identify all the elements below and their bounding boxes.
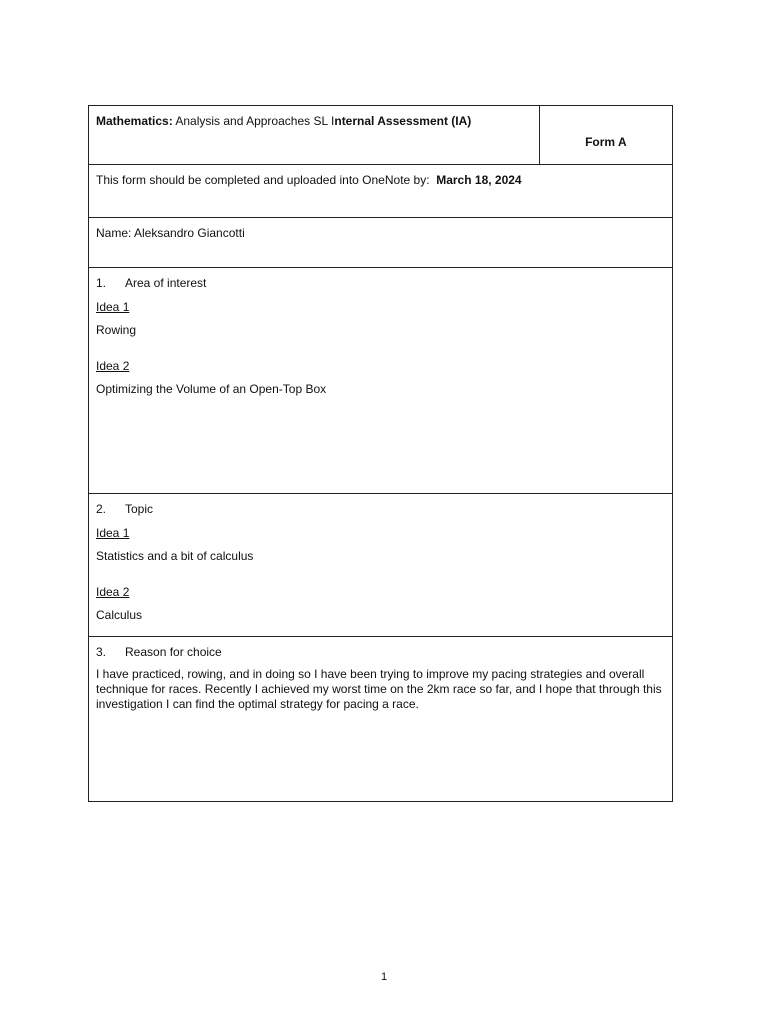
form-title	[96, 114, 471, 128]
section-number: 3.	[96, 645, 107, 659]
topic-section	[89, 494, 673, 637]
form-id-cell	[539, 106, 672, 165]
idea-value: Calculus	[96, 608, 143, 623]
deadline-cell	[89, 165, 673, 218]
deadline-date: March 18, 2024	[436, 173, 522, 187]
form-label: Form A	[585, 135, 627, 149]
form-title-cell	[89, 106, 540, 165]
subject-label: Mathematics:	[96, 114, 173, 128]
reason-paragraph: I have practiced, rowing, and in doing so I have been trying to improve my pacing strategies and overall technique for races. Recently I achieved my worst time on the 2km race so far, and I hope that through this investigation I can find the optimal strategy for pacing a race.	[96, 666, 662, 711]
idea-label: Idea 1	[96, 299, 130, 314]
area-of-interest-section	[89, 268, 673, 494]
assessment-label: nternal Assessment (IA)	[334, 114, 472, 128]
section-heading	[96, 502, 665, 518]
ia-form-table	[88, 105, 673, 802]
section-heading	[96, 645, 665, 661]
section-heading	[96, 276, 665, 292]
name-cell	[89, 218, 673, 268]
section-title: Topic	[125, 502, 154, 516]
reason-for-choice-section	[89, 637, 673, 802]
idea-value: Optimizing the Volume of an Open-Top Box	[96, 382, 327, 397]
section-title: Area of interest	[125, 276, 207, 290]
section-title: Reason for choice	[125, 645, 222, 659]
page-number: 1	[380, 971, 388, 983]
idea-label: Idea 2	[96, 358, 130, 373]
course-name: Analysis and Approaches SL I	[172, 114, 335, 128]
student-name: Name: Aleksandro Giancotti	[96, 226, 245, 240]
idea-value: Rowing	[96, 323, 137, 338]
idea-label: Idea 1	[96, 525, 130, 540]
section-number: 2.	[96, 502, 107, 516]
idea-label: Idea 2	[96, 584, 130, 599]
idea-value: Statistics and a bit of calculus	[96, 549, 254, 564]
section-number: 1.	[96, 276, 107, 290]
deadline-text: This form should be completed and uploaded into OneNote by:	[96, 173, 430, 187]
